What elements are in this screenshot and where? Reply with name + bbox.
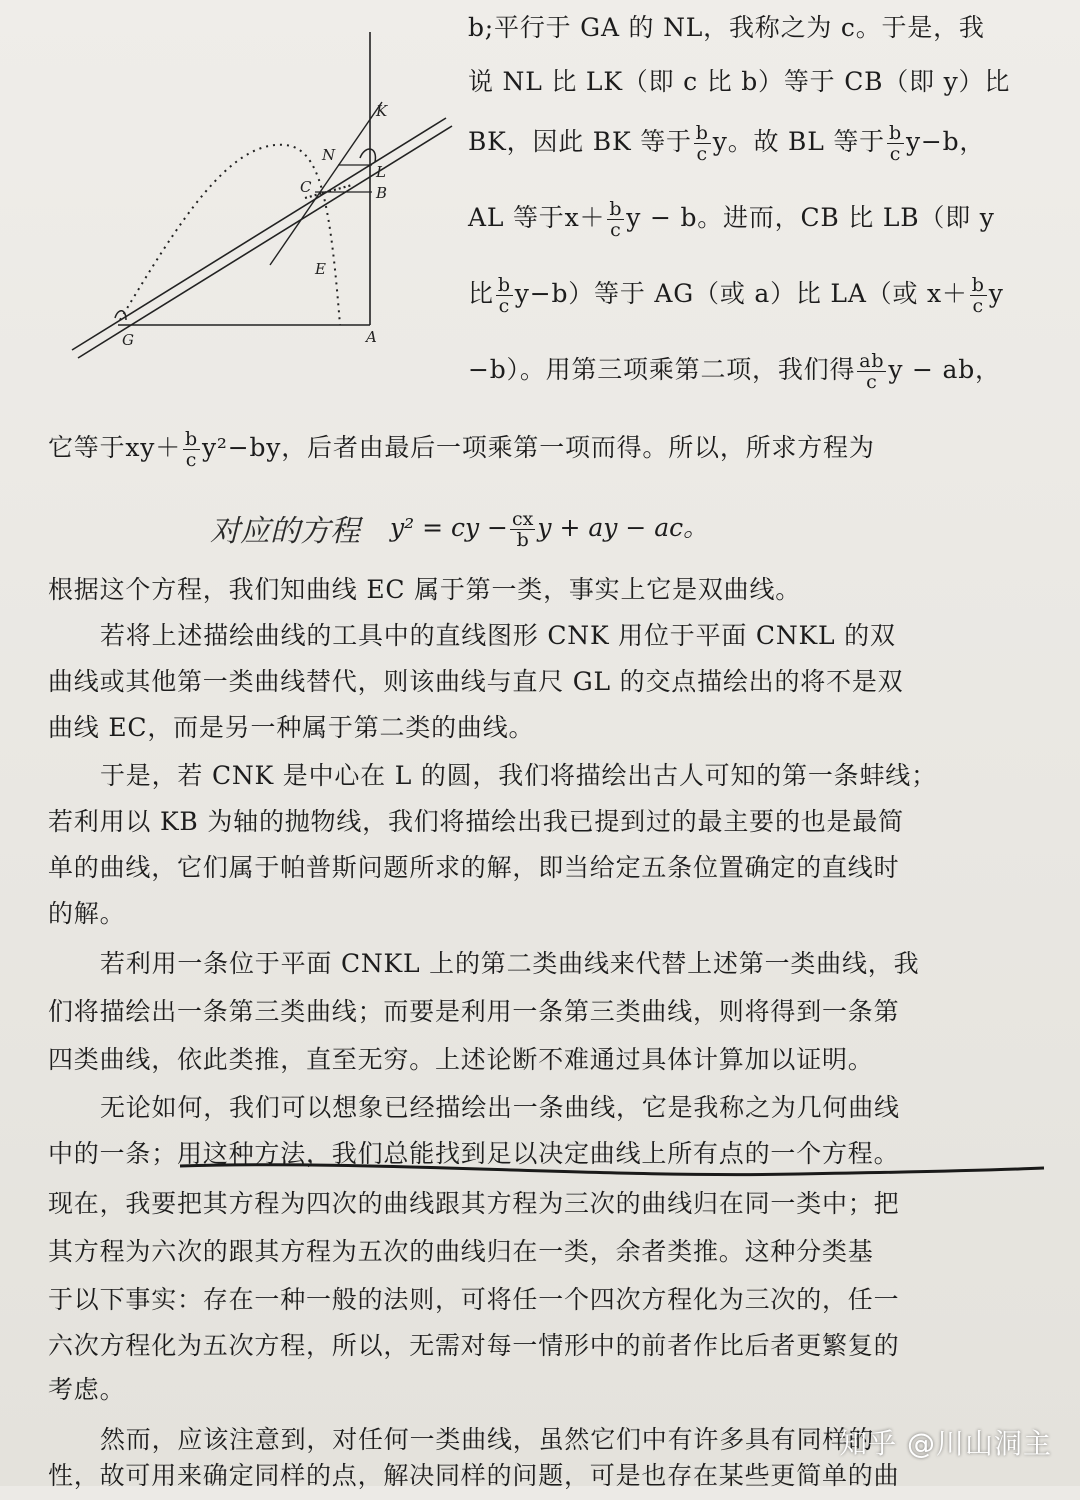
equation: y² = cy − $\frac{cx}{b}$ y + ay − ac。: [390, 508, 709, 551]
text-line: 曲线或其他第一类曲线替代，则该曲线与直尺 GL 的交点描绘出的将不是双: [48, 667, 904, 696]
label-B: B: [376, 184, 388, 202]
fraction: $\frac{b}{c}$: [497, 274, 511, 317]
text-line: 若利用以 KB 为轴的抛物线，我们将描绘出我已提到过的最主要的也是最简: [48, 807, 904, 836]
figure-svg: [60, 20, 460, 370]
text-line-r7: 它等于xy＋ $\frac{b}{c}$ y²−by，后者由最后一项乘第一项而得。所以，所求方程为: [48, 428, 875, 471]
line-CNK: [270, 102, 382, 265]
text-line: 性，故可用来确定同样的点，解决同样的问题，可是也存在某些更简单的曲: [48, 1461, 900, 1490]
text-line: 然而，应该注意到，对任何一类曲线，虽然它们中有许多具有同样的: [100, 1425, 875, 1454]
handwritten-text: 对应的方程: [210, 514, 360, 549]
fraction: $\frac{ab}{c}$: [859, 350, 885, 393]
text-line: 们将描绘出一条第三类曲线；而要是利用一条第三类曲线，则将得到一条第: [48, 997, 900, 1026]
text-line-r1: b;平行于 GA 的 NL，我称之为 c。于是，我: [468, 13, 985, 42]
text-line: 根据这个方程，我们知曲线 EC 属于第一类，事实上它是双曲线。: [48, 575, 802, 604]
text-line-r2: 说 NL 比 LK（即 c 比 b）等于 CB（即 y）比: [468, 67, 1011, 96]
text-line: 若将上述描绘曲线的工具中的直线图形 CNK 用位于平面 CNKL 的双: [100, 621, 896, 650]
text-line: 单的曲线，它们属于帕普斯问题所求的解，即当给定五条位置确定的直线时: [48, 853, 900, 882]
text-line: 中的一条；用这种方法，我们总能找到足以决定曲线上所有点的一个方程。: [48, 1139, 900, 1168]
label-G: G: [122, 331, 134, 349]
label-E: E: [315, 260, 326, 278]
hook-L: [360, 149, 375, 162]
label-K: K: [376, 102, 388, 120]
text-line-r3: BK，因此 BK 等于 $\frac{b}{c}$ y。故 BL 等于 $\frac{b}{c}$ y−b，: [468, 122, 986, 165]
text-line: 现在，我要把其方程为四次的曲线跟其方程为三次的曲线归在同一类中；把: [48, 1189, 900, 1218]
text-line: 六次方程化为五次方程，所以，无需对每一情形中的前者作比后者更繁复的: [48, 1331, 900, 1360]
fraction: $\frac{b}{c}$: [695, 122, 709, 165]
pen-underline: [178, 1152, 1048, 1182]
label-A: A: [366, 328, 377, 346]
fraction: $\frac{b}{c}$: [971, 274, 985, 317]
text-line: 于以下事实：存在一种一般的法则，可将任一个四次方程化为三次的，任一: [48, 1285, 900, 1314]
watermark: 知乎 @川山洞主: [839, 1427, 1052, 1460]
text-line: 考虑。: [48, 1375, 126, 1404]
text-line: 无论如何，我们可以想象已经描绘出一条曲线，它是我称之为几何曲线: [100, 1093, 900, 1122]
fraction: $\frac{b}{c}$: [888, 122, 902, 165]
label-C: C: [300, 178, 312, 196]
hyperbola-curve: [120, 145, 340, 325]
text-line: 若利用一条位于平面 CNKL 上的第二类曲线来代替上述第一类曲线，我: [100, 949, 920, 978]
ruler-line-upper: [72, 118, 446, 350]
text-line: 其方程为六次的跟其方程为五次的曲线归在一类，余者类推。这种分类基: [48, 1237, 874, 1266]
text-line: 四类曲线，依此类推，直至无穷。上述论断不难通过具体计算加以证明。: [48, 1045, 874, 1074]
fraction: $\frac{b}{c}$: [609, 198, 623, 241]
text-line: 的解。: [48, 899, 126, 928]
text-line: 曲线 EC，而是另一种属于第二类的曲线。: [48, 713, 535, 742]
label-L: L: [376, 163, 386, 181]
geometry-figure: [60, 20, 460, 370]
handwritten-note: [210, 505, 390, 555]
text-line-r4: AL 等于x＋ $\frac{b}{c}$ y − b。进而，CB 比 LB（即 y: [468, 198, 995, 241]
fraction: $\frac{cx}{b}$: [512, 508, 534, 551]
label-N: N: [322, 146, 336, 164]
text-line: 于是，若 CNK 是中心在 L 的圆，我们将描绘出古人可知的第一条蚌线；: [100, 761, 937, 790]
text-line-r6: −b）。用第三项乘第二项，我们得 $\frac{ab}{c}$ y − ab，: [468, 350, 1001, 393]
text-line-r5: 比 $\frac{b}{c}$ y−b）等于 AG（或 a）比 LA（或 x＋ $\frac{b}{c}$ y: [468, 274, 1004, 317]
ruler-line-lower: [78, 126, 452, 358]
fraction: $\frac{b}{c}$: [185, 428, 198, 471]
